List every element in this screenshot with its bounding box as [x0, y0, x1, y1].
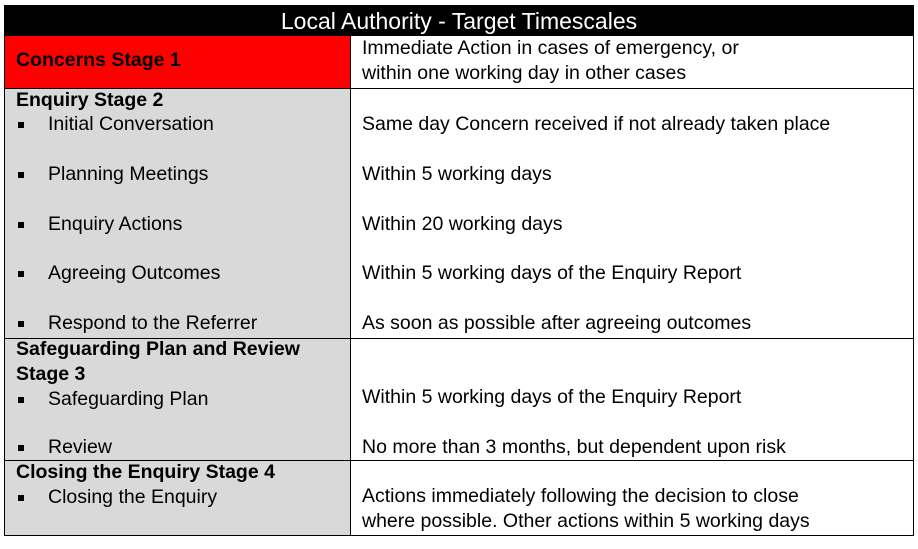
bullet-icon [18, 495, 24, 501]
bullet-icon [18, 321, 24, 327]
stage3-item-timescale: No more than 3 months, but dependent upon risk [362, 436, 786, 458]
table-border-left [4, 36, 5, 536]
stage2-item-label: Planning Meetings [48, 163, 209, 185]
table-border-bottom [4, 535, 914, 536]
bullet-icon [18, 445, 24, 451]
bullet-icon [18, 172, 24, 178]
column-divider [350, 36, 351, 536]
stage2-item-timescale: Within 5 working days [362, 163, 552, 185]
stage3-heading-line1: Safeguarding Plan and Review [16, 338, 300, 360]
stage3-item-label: Review [48, 436, 112, 458]
stage2-item-timescale: As soon as possible after agreeing outcomes [362, 312, 752, 334]
stage2-item-label: Initial Conversation [48, 113, 214, 135]
stage4-item-label: Closing the Enquiry [48, 486, 218, 508]
stage2-item-timescale: Within 5 working days of the Enquiry Report [362, 262, 742, 284]
bullet-icon [18, 397, 24, 403]
stage1-heading: Concerns Stage 1 [16, 49, 181, 71]
stage3-heading-line2: Stage 3 [16, 363, 86, 385]
bullet-icon [18, 122, 24, 128]
bullet-icon [18, 271, 24, 277]
bullet-icon [18, 222, 24, 228]
stage3-item-timescale: Within 5 working days of the Enquiry Report [362, 386, 742, 408]
stage3-item-label: Safeguarding Plan [48, 388, 209, 410]
stage4-item-timescale-line2: where possible. Other actions within 5 working days [362, 510, 810, 532]
stage4-item-timescale-line1: Actions immediately following the decision to close [362, 485, 799, 507]
stage2-heading: Enquiry Stage 2 [16, 89, 164, 111]
table-title: Local Authority - Target Timescales [4, 5, 914, 36]
stage1-timescale-line2: within one working day in other cases [362, 62, 687, 84]
timescales-table [4, 5, 914, 536]
stage4-heading: Closing the Enquiry Stage 4 [16, 461, 275, 483]
stage2-item-label: Enquiry Actions [48, 213, 183, 235]
stage1-timescale-line1: Immediate Action in cases of emergency, or [362, 37, 739, 59]
table-border-right [913, 36, 914, 536]
stage2-item-timescale: Within 20 working days [362, 213, 563, 235]
stage2-item-timescale: Same day Concern received if not already taken place [362, 113, 831, 135]
stage2-item-label: Respond to the Referrer [48, 312, 258, 334]
stage2-item-label: Agreeing Outcomes [48, 262, 221, 284]
